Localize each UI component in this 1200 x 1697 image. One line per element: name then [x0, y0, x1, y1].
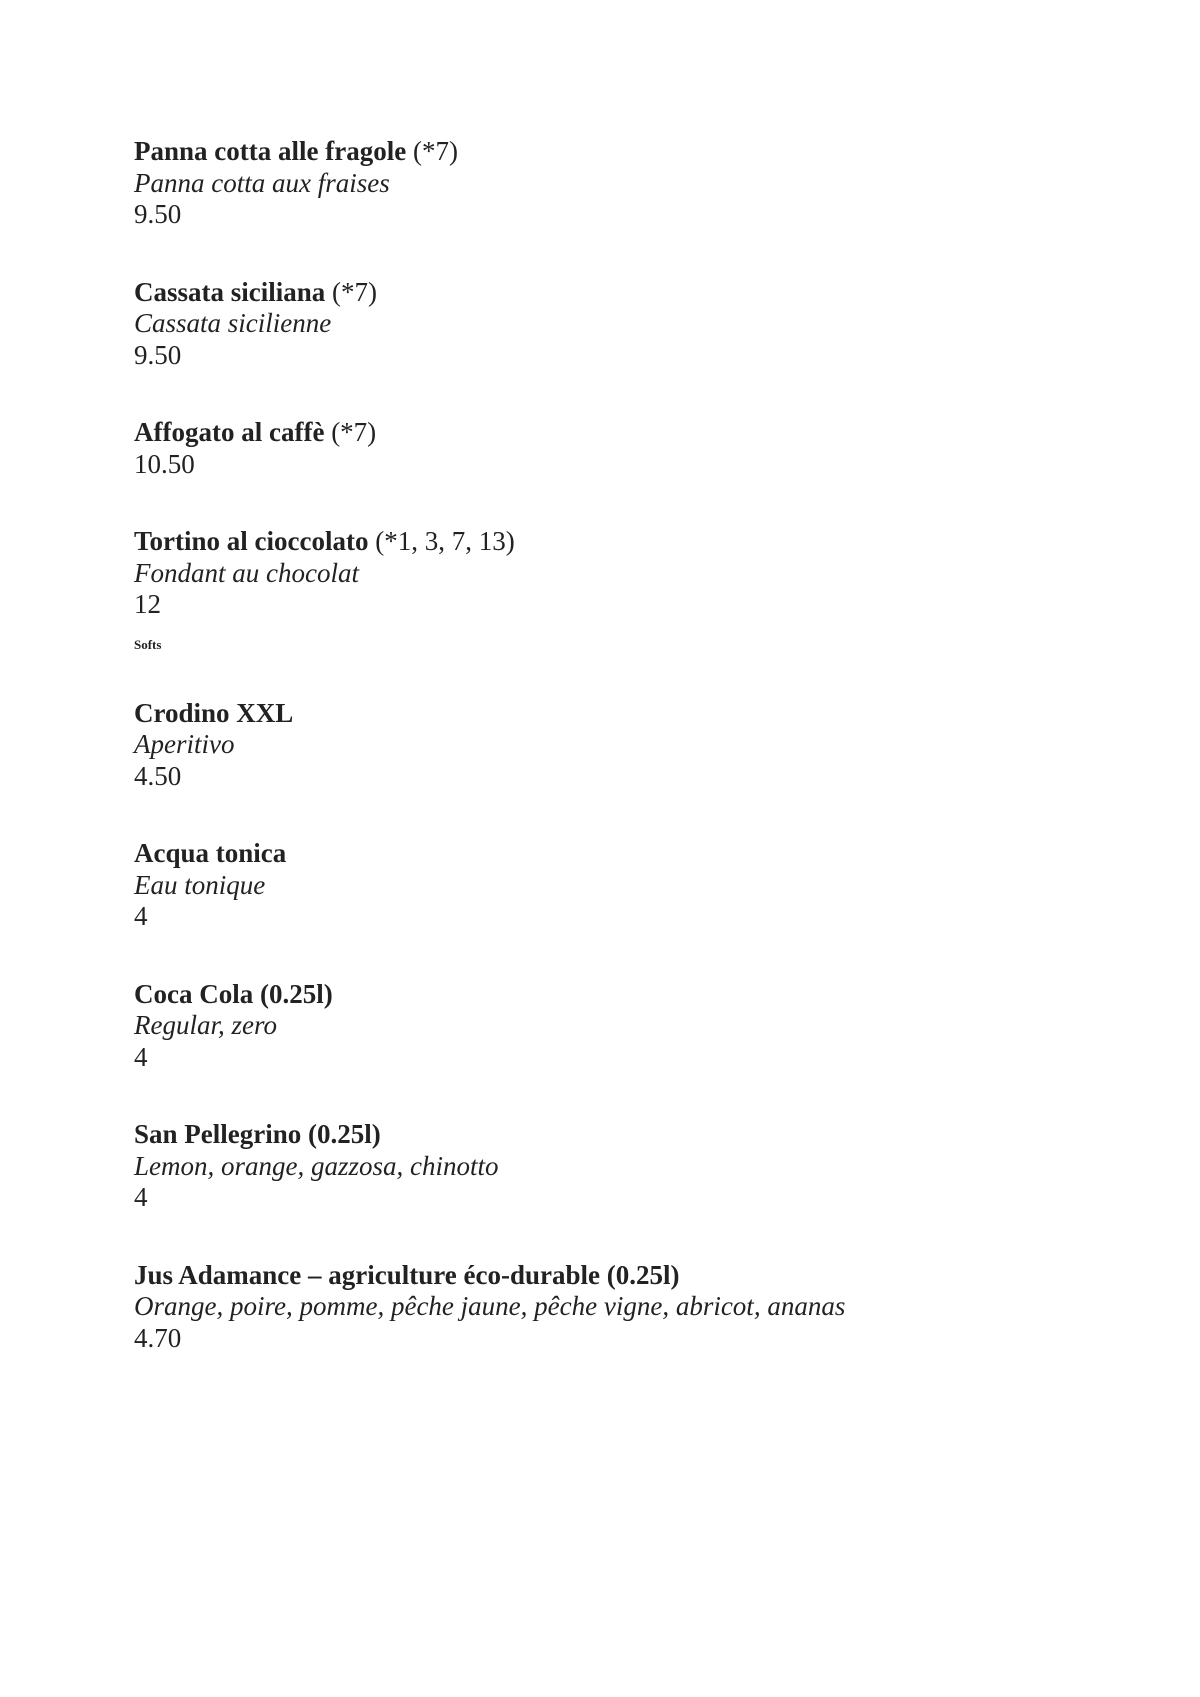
item-description: Aperitivo	[134, 729, 235, 759]
item-allergens: (*1, 3, 7, 13)	[368, 526, 515, 556]
item-description: Eau tonique	[134, 869, 266, 900]
item-name: Crodino XXL	[134, 697, 294, 728]
item-name: Acqua tonica	[134, 838, 287, 868]
menu-item	[134, 698, 845, 793]
item-description: Orange, poire, pomme, pêche jaune, pêche vigne, abricot, ananas	[134, 1291, 846, 1321]
item-name: San Pellegrino (0.25l)	[134, 1119, 381, 1149]
item-price: 9.50	[134, 199, 182, 229]
item-allergens: (*7)	[324, 417, 377, 447]
item-price: 4.50	[134, 760, 182, 791]
item-price: 4	[134, 901, 148, 931]
item-allergens: (*7)	[325, 276, 378, 307]
item-price: 10.50	[134, 448, 195, 479]
item-name: Jus Adamance – agriculture éco-durable (0.25l)	[134, 1259, 680, 1290]
item-name: Affogato al caffè	[134, 417, 325, 447]
menu-item	[134, 1119, 845, 1214]
item-description: Regular, zero	[134, 1010, 277, 1040]
item-name: Cassata siciliana	[134, 276, 326, 307]
section-heading-softs: Softs	[134, 636, 162, 652]
item-price: 4	[134, 1041, 148, 1072]
item-price: 4.70	[134, 1322, 182, 1353]
item-description: Cassata sicilienne	[134, 308, 332, 338]
item-name: Tortino al cioccolato	[134, 526, 369, 556]
item-name: Panna cotta alle fragole	[134, 136, 407, 166]
item-description: Fondant au chocolat	[134, 557, 359, 588]
item-description: Lemon, orange, gazzosa, chinotto	[134, 1150, 499, 1181]
item-price: 12	[134, 589, 161, 619]
item-description: Panna cotta aux fraises	[134, 167, 390, 198]
menu-item	[134, 526, 845, 621]
menu-item	[134, 417, 845, 480]
menu-item	[134, 838, 845, 933]
item-allergens: (*7)	[406, 136, 458, 166]
item-price: 9.50	[134, 339, 182, 370]
menu-page	[134, 136, 845, 1400]
item-name: Coca Cola (0.25l)	[134, 978, 333, 1009]
menu-item	[134, 1260, 845, 1355]
menu-item	[134, 979, 845, 1074]
item-price: 4	[134, 1182, 148, 1212]
menu-item	[134, 277, 845, 372]
menu-item	[134, 136, 845, 231]
